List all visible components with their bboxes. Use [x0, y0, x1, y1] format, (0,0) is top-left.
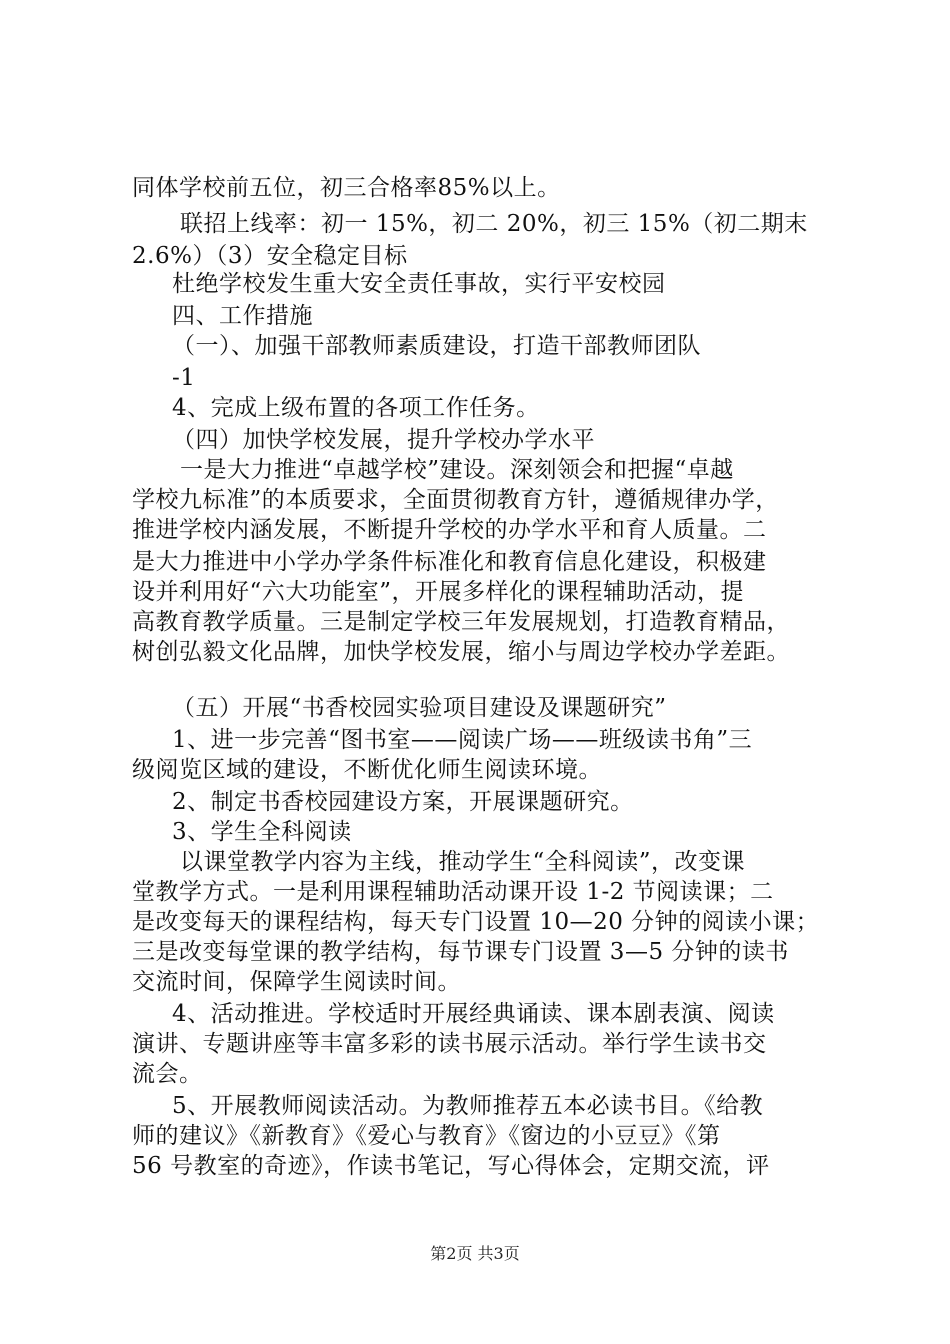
text-line: 3、学生全科阅读: [172, 819, 352, 845]
text-line: 演讲、专题讲座等丰富多彩的读书展示活动。举行学生读书交: [132, 1031, 767, 1057]
text-line: 师的建议》《新教育》《爱心与教育》《窗边的小豆豆》《第: [132, 1123, 721, 1149]
text-line: 流会。: [132, 1061, 203, 1087]
text-line: 推进学校内涵发展，不断提升学校的办学水平和育人质量。二: [132, 517, 767, 543]
text-line: 4、活动推进。学校适时开展经典诵读、课本剧表演、阅读: [172, 1001, 775, 1027]
text-line: 同体学校前五位，初三合格率85%以上。: [132, 175, 561, 201]
text-line: 级阅览区域的建设，不断优化师生阅读环境。: [132, 757, 602, 783]
text-line: 交流时间，保障学生阅读时间。: [132, 969, 461, 995]
text-line: 学校九标准”的本质要求，全面贯彻教育方针，遵循规律办学，: [132, 487, 779, 513]
text-line: 5、开展教师阅读活动。为教师推荐五本必读书目。《给教: [172, 1093, 764, 1119]
text-line: 一是大力推进“卓越学校”建设。深刻领会和把握“卓越: [180, 457, 734, 483]
subsection-heading: （五）开展“书香校园实验项目建设及课题研究”: [172, 695, 667, 721]
text-line: 4、完成上级布置的各项工作任务。: [172, 395, 540, 421]
text-line: -1: [172, 365, 196, 391]
text-line: 高教育教学质量。三是制定学校三年发展规划，打造教育精品，: [132, 609, 790, 635]
subsection-heading: （四）加快学校发展，提升学校办学水平: [172, 427, 595, 453]
text-line: 1、进一步完善“图书室——阅读广场——班级读书角”三: [172, 727, 753, 753]
section-heading: 四、工作措施: [172, 303, 313, 329]
text-line: 设并利用好“六大功能室”，开展多样化的课程辅助活动，提: [132, 579, 745, 605]
text-line: 是大力推进中小学办学条件标准化和教育信息化建设，积极建: [132, 549, 767, 575]
text-line: 杜绝学校发生重大安全责任事故，实行平安校园: [172, 271, 666, 297]
text-line: 树创弘毅文化品牌，加快学校发展，缩小与周边学校办学差距。: [132, 639, 790, 665]
text-line: 2.6%）（3）安全稳定目标: [132, 243, 408, 269]
text-line: 以课堂教学内容为主线，推动学生“全科阅读”，改变课: [180, 849, 746, 875]
text-line: 2、制定书香校园建设方案，开展课题研究。: [172, 789, 634, 815]
text-line: 联招上线率：初一 15%，初二 20%，初三 15%（初二期末: [180, 211, 808, 237]
text-line: 堂教学方式。一是利用课程辅助活动课开设 1-2 节阅读课；二: [132, 879, 774, 905]
subsection-heading: （一）、加强干部教师素质建设，打造干部教师团队: [172, 333, 701, 359]
text-line: 56 号教室的奇迹》，作读书笔记，写心得体会，定期交流，评: [132, 1153, 770, 1179]
page-footer: 第2页 共3页: [430, 1244, 520, 1263]
text-line: 是改变每天的课程结构，每天专门设置 10—20 分钟的阅读小课；: [132, 909, 820, 935]
text-line: 三是改变每堂课的教学结构，每节课专门设置 3—5 分钟的读书: [132, 939, 789, 965]
